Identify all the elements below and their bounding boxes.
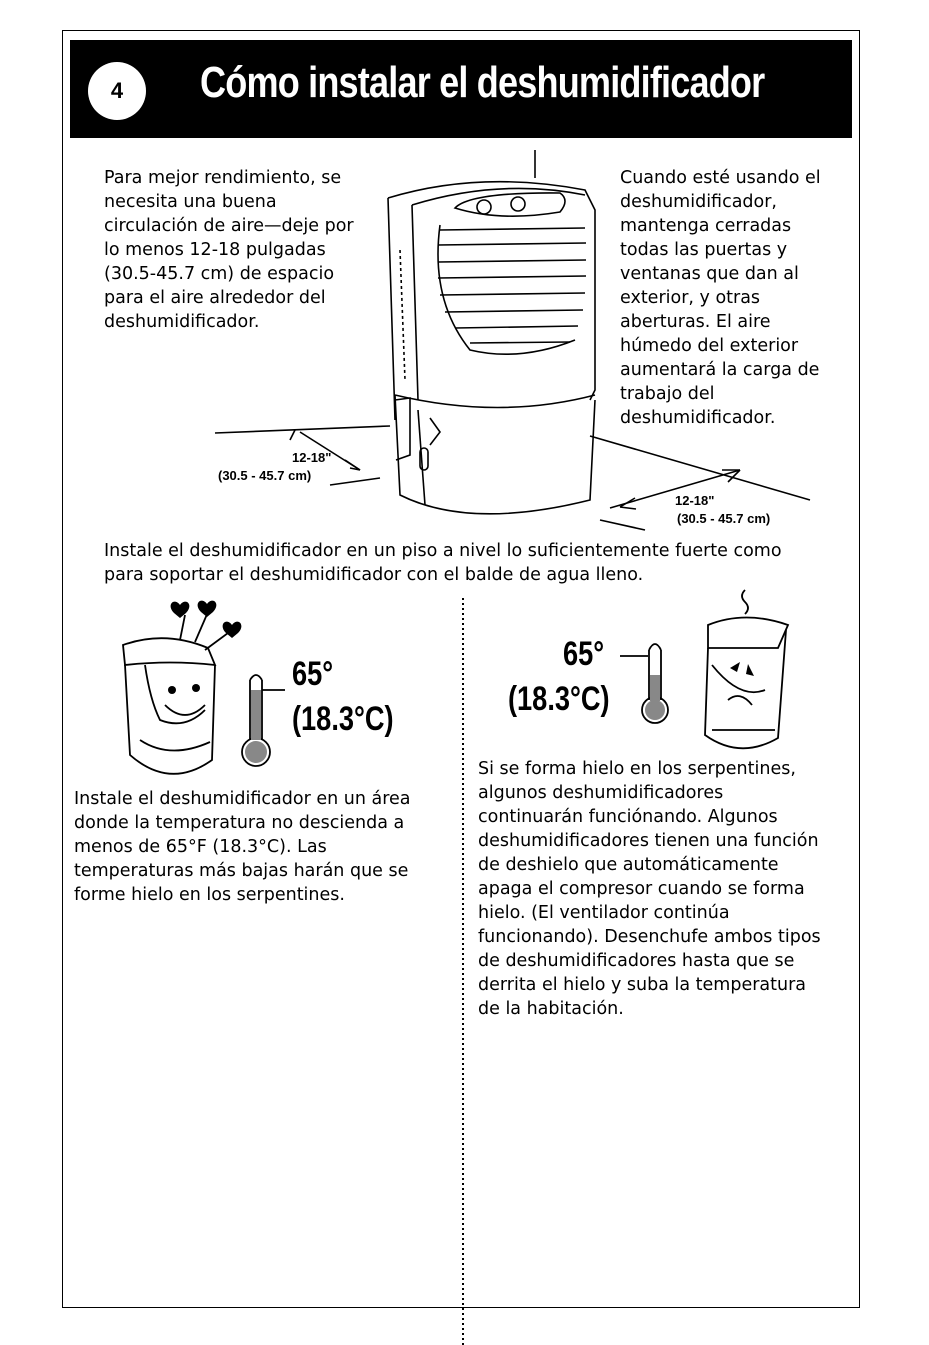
right-temp-fahrenheit: 65°	[563, 635, 605, 673]
left-clearance-cm: (30.5 - 45.7 cm)	[218, 468, 312, 483]
section-title: Cómo instalar el deshumidificador	[200, 58, 765, 107]
temperature-requirement-text: Instale el deshumidificador en un área donde la temperatura no descienda a menos de 65°F (18.3°C). Las temperaturas más bajas harán que se forme hielo en los serpentines.	[74, 789, 411, 905]
airflow-text: Para mejor rendimiento, se necesita una buena circulación de aire—deje por lo menos 12-18 pulgadas (30.5-45.7 cm) de espacio para el aire alrededor del deshumidificador.	[104, 168, 354, 332]
right-clearance-cm: (30.5 - 45.7 cm)	[677, 511, 771, 526]
ice-on-coils-text: Si se forma hielo en los serpentines, algunos deshumidificadores continuarán funciónando. Algunos deshumidificadores tienen una función de deshielo que automáticamente apaga el compresor cuando se forma hielo. (El ventilador continúa funcionando). Desenchufe ambos tipos de deshumidificadores hasta que se derrita el hielo y suba la temperatura de la habitación.	[478, 759, 821, 1019]
floor-instruction-text: Instale el deshumidificador en un piso a nivel lo suficientemente fuerte como para soportar el deshumidificador con el balde de agua lleno.	[104, 541, 782, 585]
right-temp-celsius: (18.3°C)	[508, 680, 610, 718]
left-temp-fahrenheit: 65°	[292, 655, 334, 693]
left-clearance-inches: 12-18"	[292, 450, 332, 465]
closed-doors-text: Cuando esté usando el deshumidificador, mantenga cerradas todas las puertas y ventanas que dan al exterior, y otras aberturas. El aire húmedo del exterior aumentará la carga de trabajo del deshumidificador.	[620, 168, 821, 428]
right-clearance-inches: 12-18"	[675, 493, 715, 508]
left-temp-celsius: (18.3°C)	[292, 700, 394, 738]
step-number-badge: 4	[88, 62, 146, 120]
